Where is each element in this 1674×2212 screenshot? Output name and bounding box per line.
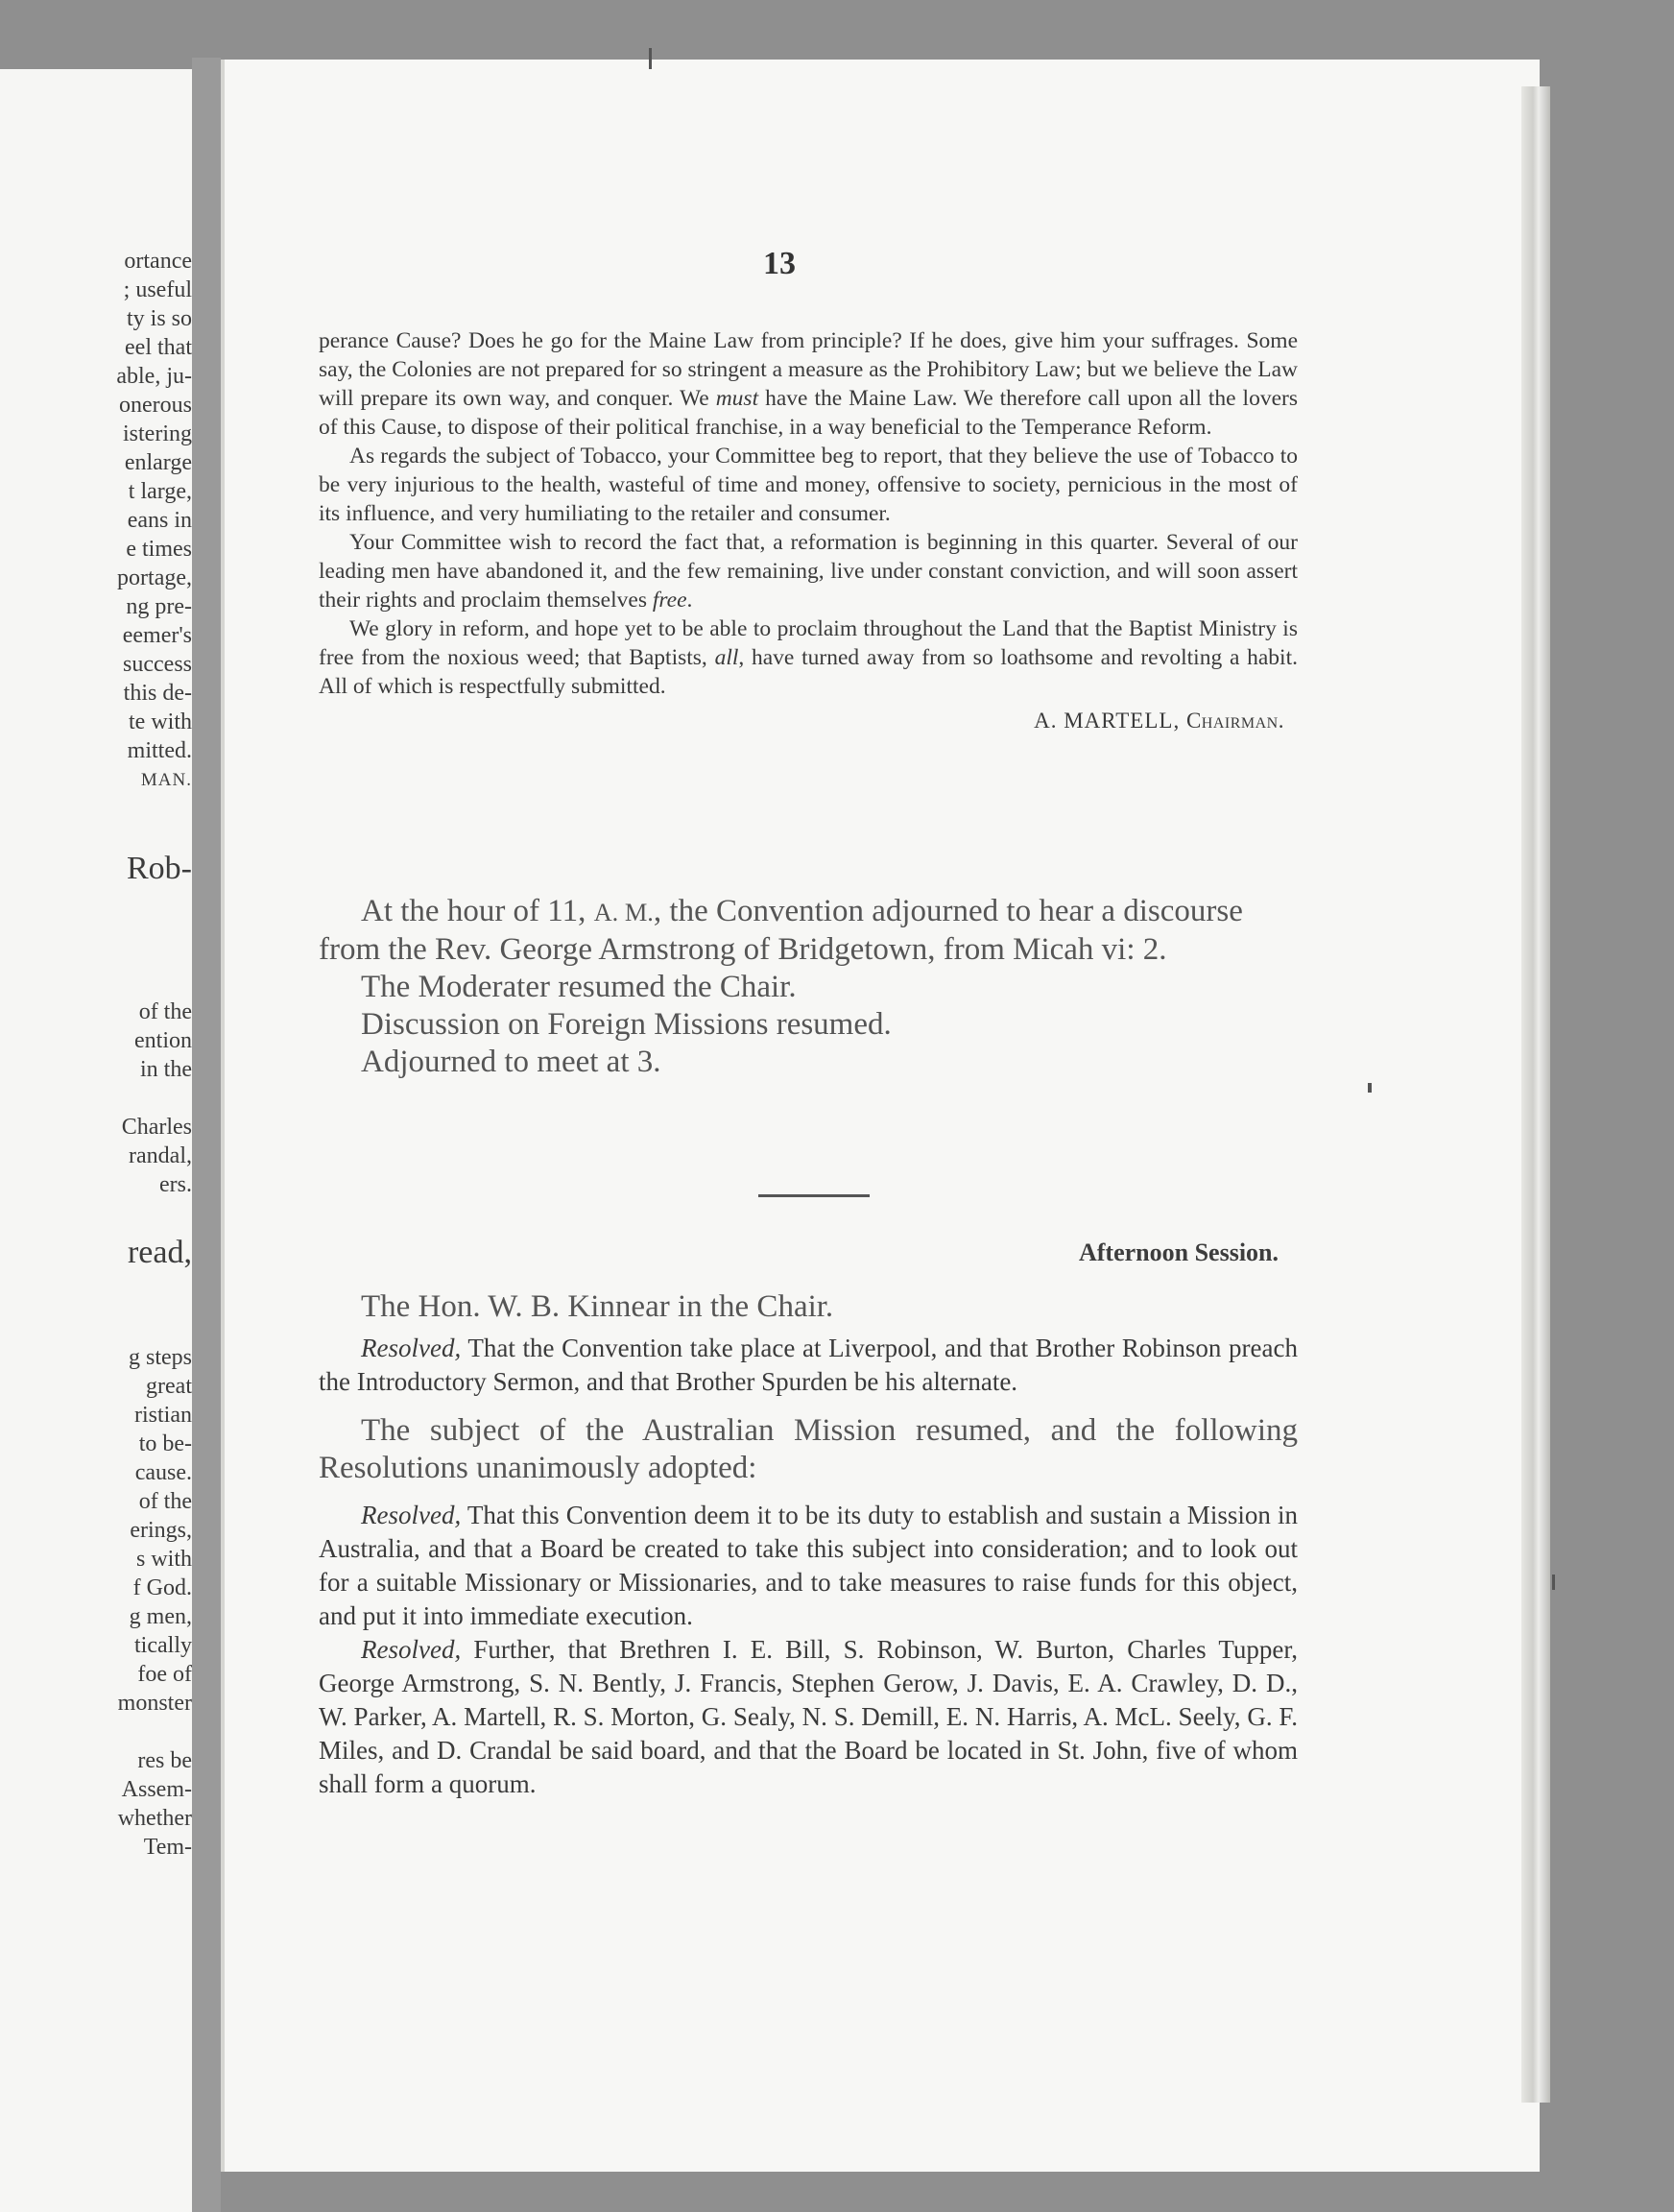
committee-report <box>319 326 1298 733</box>
left-page-fragment: s with <box>135 1547 192 1572</box>
left-page-fragment: mitted. <box>127 738 192 763</box>
section-divider <box>758 1194 870 1197</box>
report-paragraph-1: perance Cause? Does he go for the Maine Law from principle? If he does, give him your suffrages. Some say, the Colonies are not prepared for so stringent a measure as the Prohibitory Law; but we believe the Law will prepare its own way, and conquer. We must have the Maine Law. We therefore call upon all the lovers of this Cause, to dispose of their political franchise, in a way beneficial to the Temperance Reform. <box>319 328 1298 440</box>
left-page-fragment: success <box>123 652 192 677</box>
discussion-line: Discussion on Foreign Missions resumed. <box>361 1007 892 1042</box>
left-page-fragment: foe of <box>137 1662 192 1687</box>
left-page-fragment: randal, <box>129 1143 192 1168</box>
left-page-fragment: monster <box>117 1691 192 1716</box>
left-page-fragment: ; useful <box>123 277 192 302</box>
adjournment-line: At the hour of 11, A. M., the Convention adjourned to hear a discourse from the Rev. George Armstrong of Bridgetown, from Micah vi: 2. <box>319 894 1243 967</box>
left-page-fragment: erings, <box>130 1518 192 1543</box>
left-page-fragment: ortance <box>124 249 192 274</box>
report-signature <box>319 709 1298 733</box>
resolution-1-text: That the Convention take place at Liverpool, and that Brother Robinson preach the Introductory Sermon, and that Brother Spurden be his alternate. <box>319 1334 1299 1396</box>
left-page-fragment: Tem- <box>143 1835 192 1860</box>
adjourned-line: Adjourned to meet at 3. <box>361 1045 661 1079</box>
left-page-fragment: eans in <box>127 508 192 533</box>
book-gutter <box>192 58 221 2212</box>
left-page-fragment: te with <box>129 709 192 734</box>
afternoon-session-heading: Afternoon Session. <box>1078 1238 1279 1266</box>
resolution-3 <box>319 1633 1298 1801</box>
scan-speck <box>649 48 652 69</box>
report-paragraph-3: Your Committee wish to record the fact that, a reformation is beginning in this quarter. Several of our leading men have abandoned it, and the few remaining, live under constant conviction, and will soon assert their rights and proclaim themselves free. <box>319 530 1298 613</box>
left-page-fragment: in the <box>140 1057 192 1082</box>
resolution-1 <box>319 1332 1298 1399</box>
left-page-fragment: g men, <box>129 1604 192 1629</box>
left-page-fragment: e times <box>126 537 192 562</box>
resolution-2-text: That this Convention deem it to be its duty to establish and sustain a Mission in Australia, and that a Board be created to take this subject into consideration; and to look out for a suitable Missionary or Missionaries, and to take measures to raise funds for this object, and put it into immediate execution. <box>319 1501 1299 1630</box>
resolved-label: Resolved, <box>361 1501 462 1529</box>
signature-name: A. MARTELL, <box>1034 709 1181 733</box>
left-page-fragment: Charles <box>121 1115 192 1140</box>
left-page-fragment: to be- <box>138 1431 192 1456</box>
report-paragraph-2: As regards the subject of Tobacco, your Committee beg to report, that they believe the use of Tobacco to be very injurious to the health, wasteful of time and money, offensive to society, pernicious in the most of its influence, and very humiliating to the retailer and consumer. <box>319 444 1298 526</box>
report-paragraph-4: We glory in reform, and hope yet to be able to proclaim throughout the Land that the Baptist Ministry is free from the noxious weed; that Baptists, all, have turned away from so loathsome and revolting a habit. All of which is respectfully submitted. <box>319 616 1298 699</box>
left-page-fragment: enlarge <box>124 450 192 475</box>
left-page-fragment: eel that <box>125 335 192 360</box>
moderator-line: The Moderater resumed the Chair. <box>361 970 797 1004</box>
left-page-fragment: Assem- <box>121 1777 192 1802</box>
scan-speck <box>1552 1575 1555 1590</box>
left-page-fragment: this de- <box>123 681 192 706</box>
left-page-fragment: t large, <box>128 479 192 504</box>
left-page-fragment: tically <box>134 1633 192 1658</box>
left-page-fragment: ention <box>134 1028 192 1053</box>
left-page-fragment: ers. <box>159 1172 192 1197</box>
scan-speck <box>1368 1083 1372 1093</box>
resolution-3-text: Further, that Brethren I. E. Bill, S. Robinson, W. Burton, Charles Tupper, George Armstrong, S. N. Bently, J. Francis, Stephen Gerow, J. Davis, E. A. Crawley, D. D., W. Parker, A. Martell, R. S. Morton, G. Sealy, N. S. Demill, E. N. Harris, A. McL. Seely, G. F. Miles, and D. Crandal be said board, and that the Board be located in St. John, five of whom shall form a quorum. <box>319 1635 1299 1798</box>
left-page-fragment: able, ju- <box>116 364 192 389</box>
left-page-fragment: read, <box>127 1235 192 1270</box>
left-page-fragment: great <box>146 1374 192 1399</box>
left-page-fragment: eemer's <box>122 623 192 648</box>
left-page-fragment: istering <box>123 421 192 446</box>
left-page-fragment: ng pre- <box>126 594 192 619</box>
left-page-fragment: cause. <box>134 1460 192 1485</box>
left-page-fragment: ty is so <box>126 306 192 331</box>
signature-title: Chairman. <box>1185 709 1284 733</box>
left-page-edge <box>0 69 192 2212</box>
australian-mission-intro: The subject of the Australian Mission resumed, and the following Resolutions unanimously adopted: <box>319 1413 1298 1485</box>
left-page-fragment: whether <box>117 1806 192 1831</box>
left-page-fragment: portage, <box>117 565 192 590</box>
left-page-fragment: ristian <box>134 1403 192 1428</box>
morning-minutes <box>319 893 1298 1081</box>
resolved-label: Resolved, <box>361 1334 462 1362</box>
left-page-fragment: of the <box>138 999 192 1024</box>
chair-line: The Hon. W. B. Kinnear in the Chair. <box>361 1289 834 1324</box>
resolution-2 <box>319 1499 1298 1633</box>
page-edges <box>1521 86 1550 2103</box>
resolved-label: Resolved, <box>361 1635 462 1664</box>
left-page-fragment: Rob- <box>127 851 192 886</box>
left-page-fragment: g steps <box>129 1345 192 1370</box>
afternoon-minutes <box>319 1288 1298 1801</box>
left-page-fragment: f God. <box>132 1575 192 1600</box>
left-page-fragment: MAN. <box>140 770 192 790</box>
left-page-fragment: of the <box>138 1489 192 1514</box>
page-number: 13 <box>763 246 796 281</box>
left-page-fragment: onerous <box>119 393 192 418</box>
left-page-fragment: res be <box>137 1748 192 1773</box>
